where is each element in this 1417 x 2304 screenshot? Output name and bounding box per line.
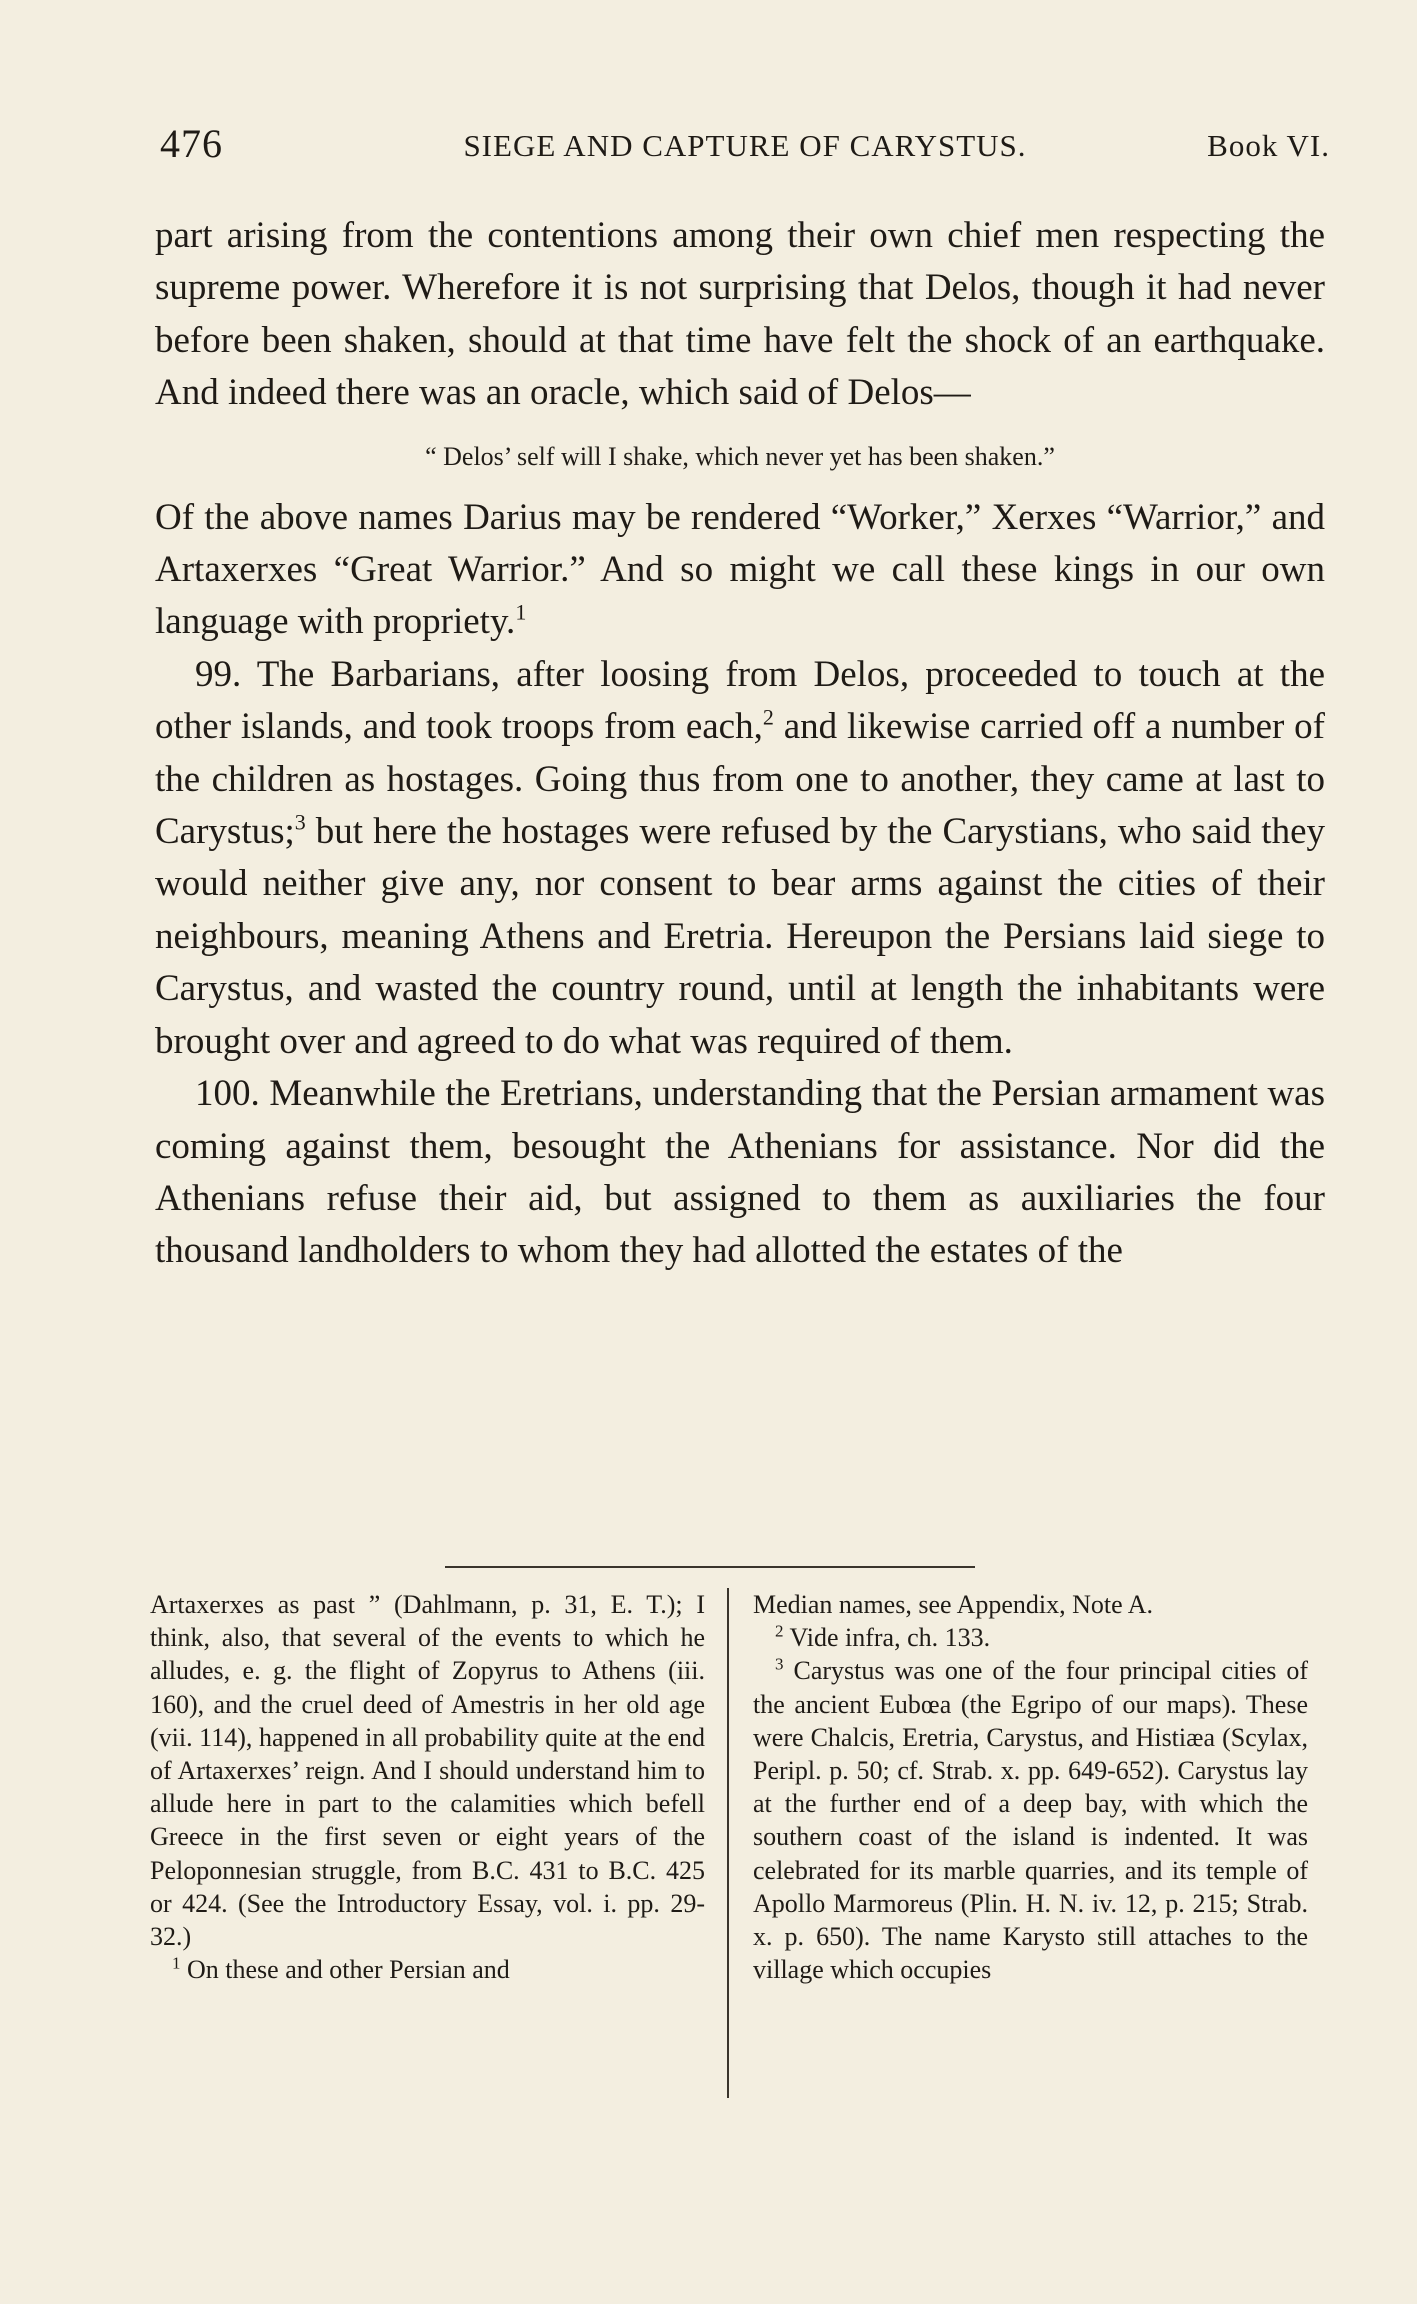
- paragraph-99: [155, 649, 1325, 1068]
- book-label: Book VI.: [1207, 128, 1330, 163]
- footnote-2-text: Vide infra, ch. 133.: [783, 1623, 991, 1653]
- footnote-ref-1: 1: [515, 600, 527, 626]
- footnote-3-text: Carystus was one of the four principal cities of the ancient Eubœa (the Egripo of our maps). These were Chalcis, Eretria, Carystus, and Histiæa (Scylax, Peripl. p. 50; cf. Strab. x. pp. 649-652). Carystus lay at the further end of a deep bay, with which the southern coast of the island is indented. It was celebrated for its marble quarries, and its temple of Apollo Marmoreus (Plin. H. N. iv. 12, p. 215; Strab. x. p. 650). The name Karysto still attaches to the village which occupies: [753, 1656, 1308, 1985]
- footnote-1-text: On these and other Persian and: [180, 1955, 510, 1985]
- footnote-rule: [445, 1566, 975, 1568]
- paragraph-99-part1: 99. The Barbarians, after loosing from Delos, proceeded to touch at the other islands, and took troops from each,: [155, 653, 1325, 748]
- footnote-2-mark: 2: [775, 1621, 784, 1641]
- paragraph-names-text: Of the above names Darius may be rendered “Worker,” Xerxes “Warrior,” and Artaxerxes “Great Warrior.” And so might we call these kings in our own language with propriety.: [155, 496, 1325, 643]
- running-title: SIEGE AND CAPTURE OF CARYSTUS.: [463, 128, 1027, 163]
- paragraph-names: [155, 492, 1325, 649]
- paragraph-delos: part arising from the contentions among their own chief men respecting the supreme power. Wherefore it is not surprising that Delos, though it had never before been shaken, should at that time have felt the shock of an earthquake. And indeed there was an oracle, which said of Delos—: [155, 215, 1325, 414]
- page-number: 476: [160, 121, 223, 166]
- footnotes-left-column: [150, 1588, 705, 1986]
- page-header: [160, 120, 1330, 166]
- footnote-continuation-left: Artaxerxes as past ” (Dahlmann, p. 31, E. T.); I think, also, that several of the events to which he alludes, e. g. the flight of Zopyrus to Athens (iii. 160), and the cruel deed of Amestris in her old age (vii. 114), happened in all probability quite at the end of Artaxerxes’ reign. And I should understand him to allude here in part to the calamities which befell Greece in the first seven or eight years of the Peloponnesian struggle, from B.C. 431 to B.C. 425 or 424. (See the Introductory Essay, vol. i. pp. 29-32.): [150, 1590, 705, 1952]
- footnote-1-continuation: Median names, see Appendix, Note A.: [753, 1590, 1154, 1619]
- footnote-1: [150, 1953, 705, 1986]
- oracle-quote: “ Delos’ self will I shake, which never yet has been shaken.”: [425, 441, 1055, 471]
- footnote-1-mark: 1: [172, 1953, 181, 1973]
- footnote-2: [753, 1621, 1308, 1654]
- paragraph-100: 100. Meanwhile the Eretrians, understanding that the Persian armament was coming against them, besought the Athenians for assistance. Nor did the Athenians refuse their aid, but assigned to them as auxiliaries the four thousand landholders to whom they had allotted the estates of the: [155, 1073, 1325, 1272]
- footnote-3-mark: 3: [775, 1654, 784, 1674]
- footnote-ref-2: 2: [762, 704, 774, 730]
- paragraph-99-part2: and likewise carried off a number of the children as hostages. Going thus from one to another, they came at last to Carystus;: [155, 706, 1325, 853]
- column-divider: [727, 1588, 729, 2098]
- footnote-ref-3: 3: [294, 809, 306, 835]
- footnotes: [150, 1588, 1320, 2108]
- footnote-3: [753, 1654, 1308, 1986]
- footnotes-right-column: [753, 1588, 1308, 1986]
- paragraph-99-part3: but here the hostages were refused by the Carystians, who said they would neither give any, nor consent to bear arms against the cities of their neighbours, meaning Athens and Eretria. Hereupon the Persians laid siege to Carystus, and wasted the country round, until at length the inhabitants were brought over and agreed to do what was required of them.: [155, 811, 1325, 1062]
- main-text: [155, 210, 1325, 1278]
